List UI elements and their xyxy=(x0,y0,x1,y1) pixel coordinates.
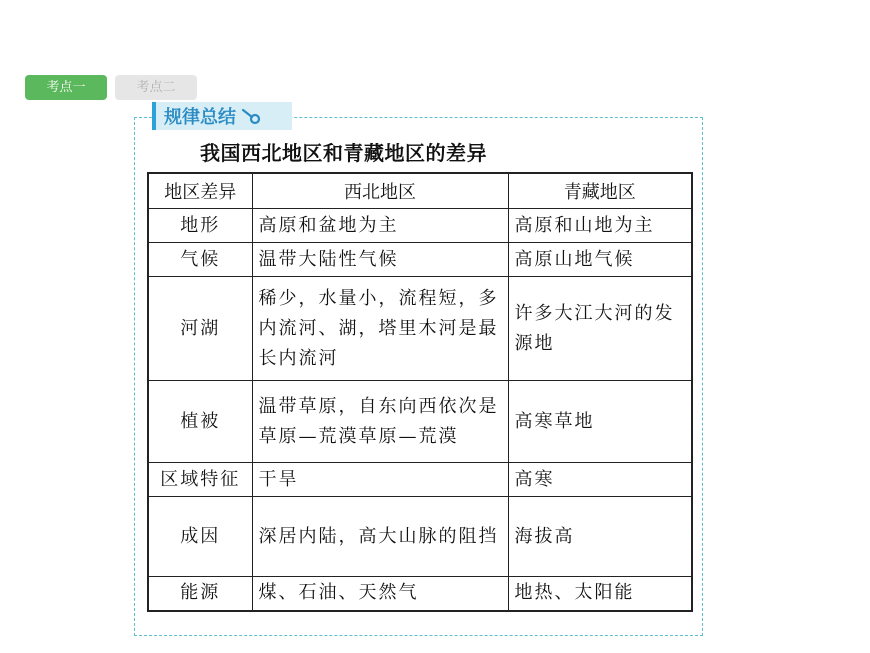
row-label: 能源 xyxy=(148,577,252,611)
table-cell: 许多大江大河的发源地 xyxy=(508,277,692,381)
table-cell: 高原和盆地为主 xyxy=(252,209,508,243)
row-label: 地形 xyxy=(148,209,252,243)
tab-kaodian-2[interactable]: 考点二 xyxy=(115,75,197,100)
section-tag-label: 规律总结 xyxy=(164,107,236,128)
table-cell: 稀少，水量小，流程短，多内流河、湖，塔里木河是最长内流河 xyxy=(252,277,508,381)
table-row xyxy=(148,577,692,611)
table-cell: 高寒 xyxy=(508,463,692,497)
table-row xyxy=(148,277,692,381)
table-row xyxy=(148,497,692,577)
table-cell: 温带草原，自东向西依次是草原—荒漠草原—荒漠 xyxy=(252,381,508,463)
tab-kaodian-1[interactable]: 考点一 xyxy=(25,75,107,100)
table-cell: 高寒草地 xyxy=(508,381,692,463)
table-cell: 煤、石油、天然气 xyxy=(252,577,508,611)
comparison-table xyxy=(147,172,693,612)
table-cell: 温带大陆性气候 xyxy=(252,243,508,277)
table-cell: 高原和山地为主 xyxy=(508,209,692,243)
row-label: 区域特征 xyxy=(148,463,252,497)
table-cell: 高原山地气候 xyxy=(508,243,692,277)
row-label: 植被 xyxy=(148,381,252,463)
table-cell: 深居内陆，高大山脉的阻挡 xyxy=(252,497,508,577)
row-label: 河湖 xyxy=(148,277,252,381)
row-label: 成因 xyxy=(148,497,252,577)
row-label: 气候 xyxy=(148,243,252,277)
page-title: 我国西北地区和青藏地区的差异 xyxy=(200,141,487,165)
header-cell: 西北地区 xyxy=(252,173,508,209)
table-row xyxy=(148,243,692,277)
table-row xyxy=(148,209,692,243)
table-row xyxy=(148,463,692,497)
table-row xyxy=(148,381,692,463)
key-icon xyxy=(240,107,262,125)
table-cell: 地热、太阳能 xyxy=(508,577,692,611)
table-header-row xyxy=(148,173,692,209)
header-cell: 地区差异 xyxy=(148,173,252,209)
section-tag xyxy=(152,102,292,130)
table-cell: 干旱 xyxy=(252,463,508,497)
table-cell: 海拔高 xyxy=(508,497,692,577)
header-cell: 青藏地区 xyxy=(508,173,692,209)
